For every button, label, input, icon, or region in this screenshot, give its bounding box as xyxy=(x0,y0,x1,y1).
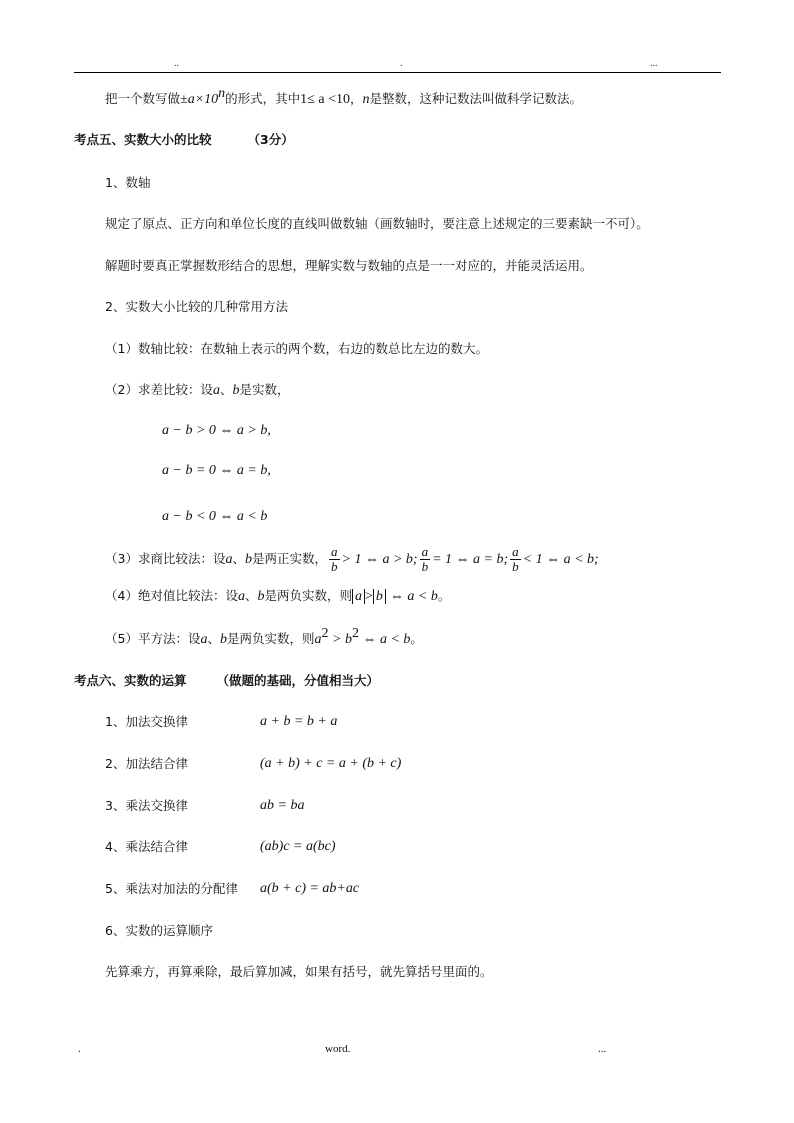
method2 xyxy=(105,381,290,400)
method5-expr-a: a xyxy=(314,632,322,647)
method5 xyxy=(105,626,423,649)
intro-text-4: 是整数，这种记数法叫做科学记数法。 xyxy=(369,91,582,106)
law-multiplication-associative-formula: (ab)c = a(bc) xyxy=(260,839,336,854)
fraction-a-over-b: $\frac{a}{b}$ xyxy=(512,544,519,574)
method4-mid: 是两负实数，则 xyxy=(264,588,352,603)
method4-prefix: （4）绝对值比较法：设 xyxy=(105,588,238,603)
method5-mid: 是两负实数，则 xyxy=(226,631,315,646)
law-multiplication-commutative-label: 3、乘法交换律 xyxy=(105,798,188,813)
item1-paragraph-1: 规定了原点、正方向和单位长度的直线叫做数轴（画数轴时，要注意上述规定的三要素缺一不可）。 xyxy=(105,216,649,231)
method3-rel-1: > 1 ⇔ a > b; xyxy=(341,552,418,567)
item1-title: 1、数轴 xyxy=(105,175,151,190)
intro-exp: n xyxy=(218,86,226,101)
section5-heading xyxy=(74,131,294,149)
fraction-a-over-b: $\frac{a}{b}$ xyxy=(421,544,429,574)
method4-sep: 、 xyxy=(244,588,258,603)
law-addition-associative-formula: (a + b) + c = a + (b + c) xyxy=(260,756,402,771)
item2-title: 2、实数大小比较的几种常用方法 xyxy=(105,299,288,314)
method3-rel-3: < 1 ⇔ a < b; xyxy=(522,552,599,567)
method4 xyxy=(105,587,450,606)
method4-b: b xyxy=(257,589,265,604)
section5-title: 考点五、实数大小的比较 xyxy=(74,132,212,147)
footer-left: . xyxy=(78,1043,81,1055)
item1-paragraph-2: 解题时要真正掌握数形结合的思想，理解实数与数轴的点是一一对应的，并能灵活运用。 xyxy=(105,258,593,273)
section5-score: （3分） xyxy=(247,132,294,147)
scientific-notation-paragraph xyxy=(105,86,582,109)
method5-b: b xyxy=(219,632,227,647)
footer-center: word. xyxy=(325,1043,351,1055)
footer-right: ... xyxy=(598,1043,607,1055)
law-addition-commutative-label: 1、加法交换律 xyxy=(105,714,188,729)
equation-diff-positive: a − b > 0 ⇔ a > b, xyxy=(162,423,271,438)
header-dots-center: . xyxy=(400,58,403,69)
method3 xyxy=(105,545,599,574)
method5-rest: ⇔ a < b xyxy=(358,632,411,647)
method5-end: 。 xyxy=(410,631,423,646)
abs-a: a xyxy=(352,589,365,604)
method3-rel-2: = 1 ⇔ a = b; xyxy=(432,552,509,567)
law-multiplication-commutative-formula: ab = ba xyxy=(260,798,305,813)
item6-title: 6、实数的运算顺序 xyxy=(105,923,213,938)
method2-suffix: 是实数， xyxy=(239,382,290,397)
method5-prefix: （5）平方法：设 xyxy=(105,631,201,646)
method4-rest: ⇔ a < b xyxy=(389,589,438,604)
header-rule xyxy=(74,72,721,73)
method1: （1）数轴比较：在数轴上表示的两个数，右边的数总比左边的数大。 xyxy=(105,341,488,356)
intro-cond: 1≤ a <10 xyxy=(300,92,350,107)
equation-diff-zero: a − b = 0 ⇔ a = b, xyxy=(162,463,271,478)
abs-b: b xyxy=(373,589,386,604)
method3-sep: 、 xyxy=(232,551,245,566)
method4-end: 。 xyxy=(437,588,451,603)
method5-exp: 2 xyxy=(321,626,329,641)
law-distributive-formula: a(b + c) = ab+ac xyxy=(260,881,360,896)
law-multiplication-associative-label: 4、乘法结合律 xyxy=(105,839,188,854)
intro-expr: ±a×10 xyxy=(180,92,219,107)
method3-suffix: 是两正实数， xyxy=(251,551,327,566)
intro-text-3: ， xyxy=(349,91,363,106)
header-dots-left: .. xyxy=(174,58,179,69)
intro-text-2: 的形式，其中 xyxy=(225,91,301,106)
fraction-a-over-b: $\frac{a}{b}$ xyxy=(331,544,338,574)
law-addition-commutative-formula: a + b = b + a xyxy=(260,714,338,729)
method2-a: a xyxy=(212,383,220,398)
intro-text-1: 把一个数写做 xyxy=(105,91,181,106)
method5-sep: 、 xyxy=(207,631,220,646)
method5-exp2: 2 xyxy=(351,626,359,641)
section6-title: 考点六、实数的运算 xyxy=(74,673,187,688)
equation-diff-negative: a − b < 0 ⇔ a < b xyxy=(162,509,268,524)
method3-a: a xyxy=(225,552,233,567)
method4-gt: > xyxy=(365,589,373,604)
section6-note: （做题的基础，分值相当大） xyxy=(216,673,380,688)
law-addition-associative-label: 2、加法结合律 xyxy=(105,756,188,771)
method3-prefix: （3）求商比较法：设 xyxy=(105,551,226,566)
method2-prefix: （2）求差比较：设 xyxy=(105,382,213,397)
section6-heading xyxy=(74,672,379,690)
method5-a: a xyxy=(200,632,208,647)
method5-gt: > b xyxy=(328,632,352,647)
method2-sep: 、 xyxy=(219,382,233,397)
method4-a: a xyxy=(237,589,245,604)
intro-n: n xyxy=(362,92,370,107)
law-distributive-label: 5、乘法对加法的分配律 xyxy=(105,881,238,896)
item6-paragraph: 先算乘方，再算乘除，最后算加减，如果有括号，就先算括号里面的。 xyxy=(105,964,493,979)
header-dots-right: ... xyxy=(650,58,658,69)
method2-b: b xyxy=(232,383,240,398)
method3-b: b xyxy=(244,552,252,567)
